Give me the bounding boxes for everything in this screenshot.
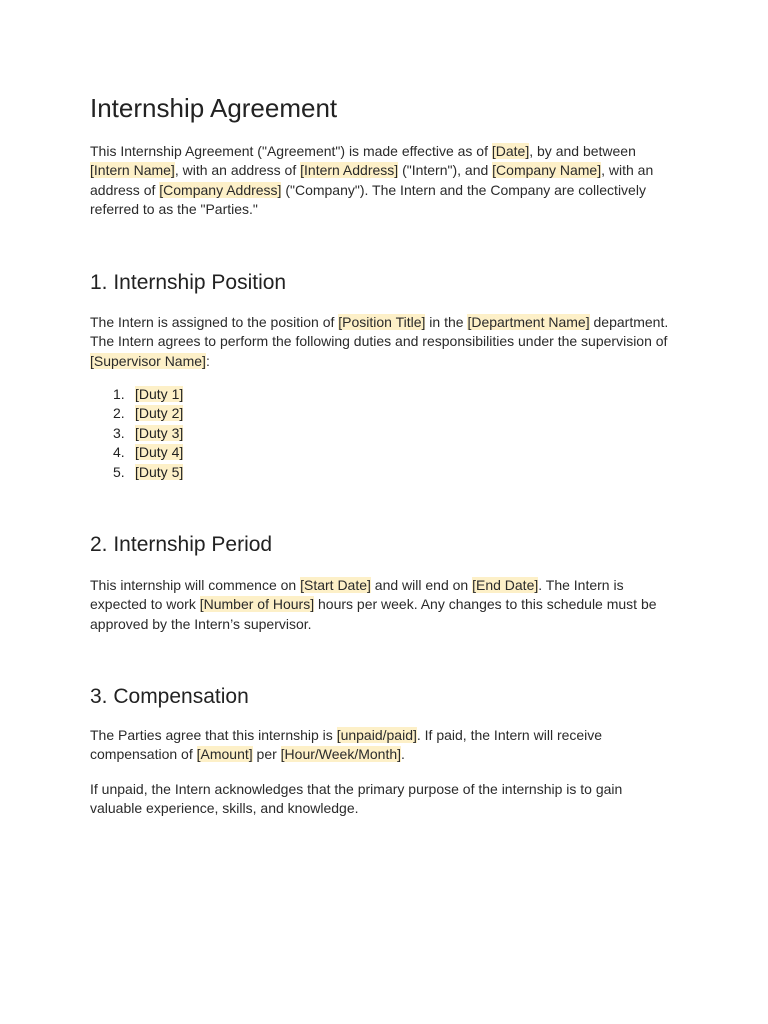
- duty-placeholder: [Duty 3]: [135, 424, 184, 441]
- duty-placeholder: [Duty 4]: [135, 444, 184, 461]
- internship-position-paragraph: The Intern is assigned to the position of [Position Title] in the [Department Name] department. The Intern agrees to perform the following duties and responsibilities under the supervision of [Supervisor Name]:: [90, 314, 669, 369]
- list-item: [90, 424, 183, 443]
- placeholder-field: [Company Address]: [159, 181, 282, 198]
- placeholder-field: [Supervisor Name]: [90, 352, 206, 369]
- duty-placeholder: [Duty 1]: [135, 386, 184, 402]
- list-item-number: 4.: [113, 444, 125, 461]
- placeholder-field: [End Date]: [472, 577, 539, 593]
- document-title: Internship Agreement: [90, 93, 338, 123]
- placeholder-field: [Hour/Week/Month]: [280, 746, 402, 763]
- section-heading-compensation: 3. Compensation: [90, 685, 249, 708]
- placeholder-field: [Position Title]: [338, 314, 426, 330]
- list-item-number: 3.: [113, 424, 125, 441]
- list-item-number: 5.: [113, 463, 125, 480]
- section-heading-internship-period: 2. Internship Period: [90, 533, 273, 556]
- placeholder-field: [Intern Name]: [90, 162, 175, 179]
- placeholder-field: [Amount]: [196, 746, 253, 763]
- duty-placeholder: [Duty 5]: [135, 463, 184, 480]
- duties-list: [90, 385, 183, 482]
- placeholder-field: [Company Name]: [492, 162, 602, 179]
- list-item: [90, 443, 183, 462]
- placeholder-field: [Intern Address]: [300, 162, 399, 179]
- intro-paragraph: This Internship Agreement ("Agreement") is made effective as of [Date], by and between [Intern Name], with an address of [Intern Address] ("Intern"), and [Company Name], with an address of [Company Address] ("Company"). The Intern and the Company are collectively referred to as the "Parties.": [90, 143, 654, 217]
- list-item: [90, 385, 183, 404]
- placeholder-field: [Department Name]: [467, 314, 590, 330]
- unpaid-paragraph: If unpaid, the Intern acknowledges that the primary purpose of the internship is to gain valuable experience, skills, and knowledge.: [90, 781, 623, 817]
- compensation-paragraph: The Parties agree that this internship is [unpaid/paid]. If paid, the Intern will receive compensation of [Amount] per [Hour/Week/Month].: [90, 727, 603, 763]
- list-item-number: 2.: [113, 405, 125, 422]
- duty-placeholder: [Duty 2]: [135, 405, 184, 422]
- placeholder-field: [Date]: [491, 143, 530, 159]
- placeholder-field: [unpaid/paid]: [336, 727, 417, 743]
- placeholder-field: [Start Date]: [300, 577, 371, 593]
- list-item: [90, 463, 183, 482]
- placeholder-field: [Number of Hours]: [199, 596, 315, 613]
- section-heading-internship-position: 1. Internship Position: [90, 271, 287, 294]
- list-item-number: 1.: [113, 386, 125, 402]
- internship-period-paragraph: This internship will commence on [Start Date] and will end on [End Date]. The Intern is expected to work [Number of Hours] hours per week. Any changes to this schedule must be approved by the Intern’s supervisor.: [90, 577, 657, 632]
- list-item: [90, 404, 183, 423]
